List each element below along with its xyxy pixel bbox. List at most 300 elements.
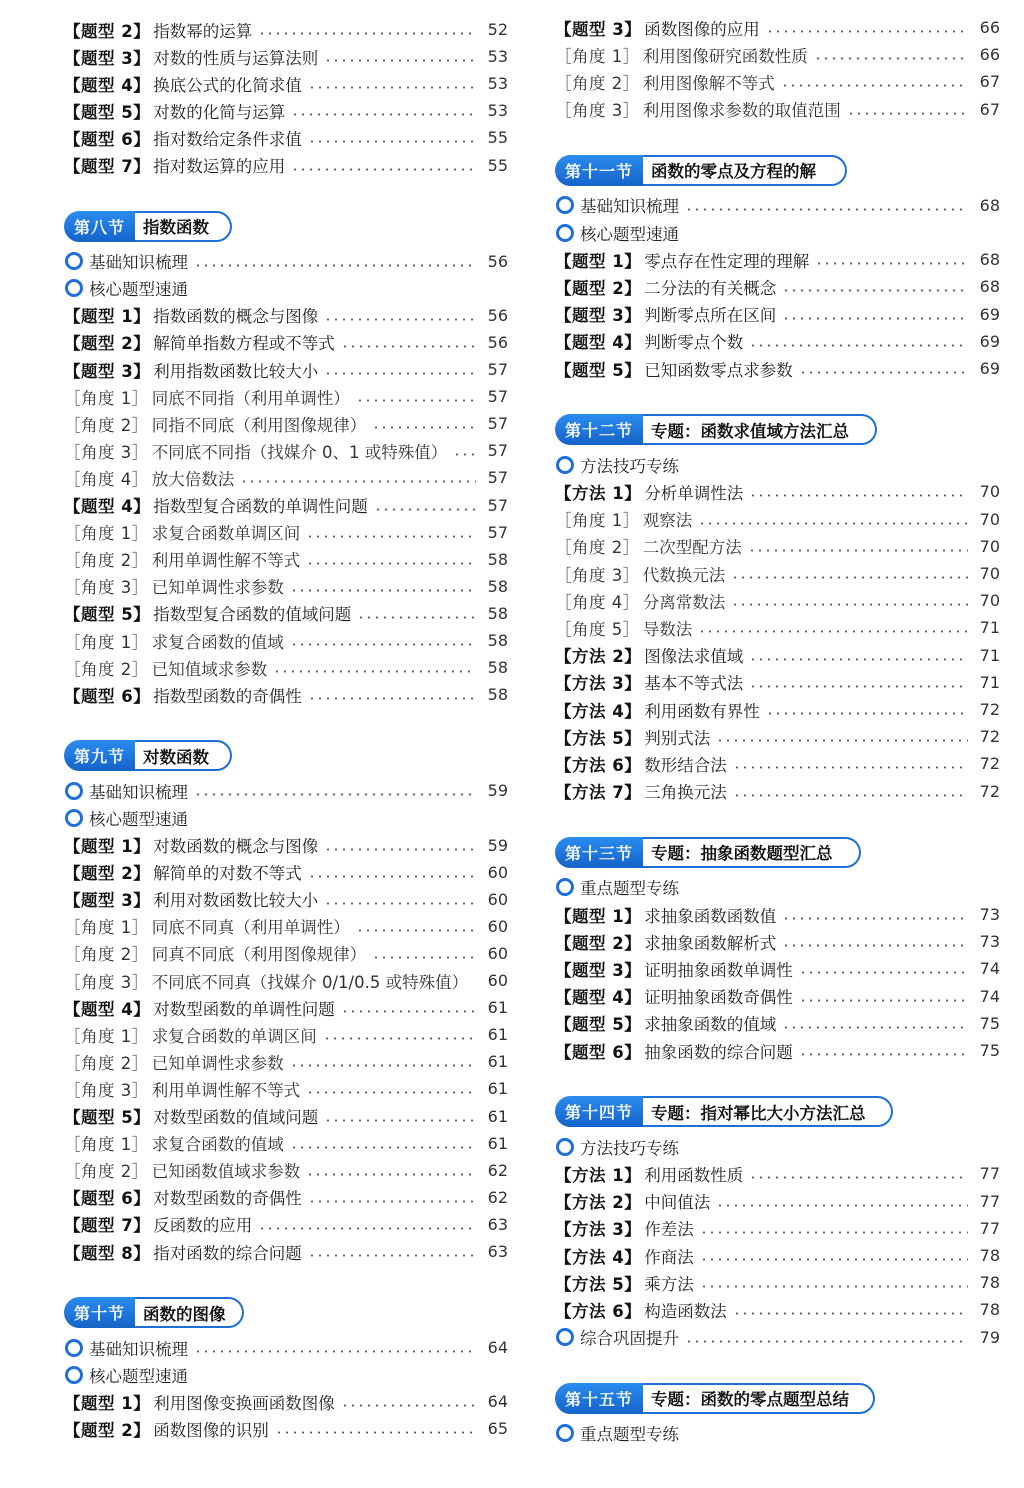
toc-entry[interactable]: [555, 696, 1000, 723]
toc-entry[interactable]: [64, 329, 508, 356]
entry-title: 函数图像的识别: [153, 1420, 269, 1440]
method-label: 【方法 4】: [555, 701, 642, 721]
toc-entry[interactable]: [555, 1188, 1000, 1215]
entry-title: 求抽象函数的值域: [644, 1015, 777, 1035]
toc-entry[interactable]: [64, 1238, 508, 1265]
entry-title: 核心题型速通: [89, 1366, 188, 1386]
type-label: 【题型 5】: [64, 102, 151, 122]
dot-leader: [374, 508, 476, 511]
page-number: 58: [487, 685, 508, 705]
angle-label: ［角度 1］: [64, 632, 149, 652]
toc-entry[interactable]: [555, 955, 1000, 982]
page-number: 78: [979, 1246, 1000, 1265]
toc-entry[interactable]: [64, 1184, 508, 1211]
entry-title: 分析单调性法: [644, 483, 744, 503]
section-header[interactable]: [555, 1383, 875, 1414]
entry-title: 指对函数的综合问题: [153, 1243, 302, 1263]
toc-entry[interactable]: [64, 519, 508, 546]
toc-entry[interactable]: [64, 492, 508, 519]
page-number: 60: [487, 889, 508, 909]
section-number-badge: 第十节: [64, 1297, 135, 1328]
entry-title: 解简单的对数不等式: [153, 864, 302, 884]
toc-entry[interactable]: [64, 248, 508, 275]
type-label: 【题型 5】: [64, 605, 151, 625]
entry-title: 综合巩固提升: [580, 1329, 679, 1349]
page-number: 70: [979, 591, 1000, 611]
dot-leader: [782, 944, 968, 947]
entry-title: 已知单调性求参数: [151, 1053, 284, 1073]
type-label: 【题型 2】: [555, 933, 642, 953]
page-number: 57: [487, 414, 508, 434]
section-header[interactable]: [555, 1096, 893, 1127]
toc-entry[interactable]: [555, 14, 1000, 41]
page-number: 57: [487, 522, 508, 542]
toc-entry[interactable]: [555, 874, 1000, 901]
entry-title: 指数幂的运算: [153, 21, 253, 41]
toc-entry[interactable]: [555, 273, 1000, 300]
page-number: 56: [487, 251, 508, 271]
entry-title: 解简单指数方程或不等式: [153, 334, 335, 354]
toc-entry[interactable]: [555, 219, 1000, 246]
toc-entry[interactable]: [64, 1388, 508, 1415]
section-number-badge: 第八节: [64, 211, 135, 242]
entry-title: 方法技巧专练: [580, 456, 679, 476]
entry-title: 求复合函数单调区间: [151, 524, 301, 544]
dot-leader: [799, 971, 968, 974]
toc-entry[interactable]: [64, 546, 508, 573]
toc-entry[interactable]: [555, 1420, 1000, 1447]
page-number: 72: [979, 781, 1000, 801]
method-label: 【方法 1】: [555, 483, 642, 503]
toc-entry[interactable]: [555, 451, 1000, 478]
entry-title: 利用单调性解不等式: [151, 551, 301, 571]
toc-entry[interactable]: [555, 1010, 1000, 1037]
dot-leader: [749, 685, 968, 688]
type-label: 【题型 3】: [555, 960, 642, 980]
page-number: 73: [979, 905, 1000, 924]
toc-entry[interactable]: [64, 1048, 508, 1075]
dot-leader: [290, 589, 476, 592]
dot-leader: [306, 1091, 476, 1094]
angle-label: ［角度 3］: [64, 578, 149, 598]
angle-label: ［角度 2］: [64, 659, 149, 679]
method-label: 【方法 3】: [555, 674, 642, 694]
page-number: 77: [979, 1164, 1000, 1184]
toc-entry[interactable]: [555, 1296, 1000, 1323]
ring-bullet-icon: [556, 224, 574, 242]
page-number: 60: [487, 862, 508, 882]
page-number: 71: [979, 645, 1000, 665]
toc-entry[interactable]: [64, 124, 508, 151]
toc-entry[interactable]: [64, 356, 508, 383]
entry-title: 核心题型速通: [89, 809, 188, 829]
page-number: 72: [979, 727, 1000, 747]
type-label: 【题型 1】: [64, 307, 151, 327]
entry-title: 图像法求值域: [644, 647, 744, 667]
dot-leader: [749, 658, 968, 661]
entry-title: 指对数给定条件求值: [153, 129, 302, 149]
toc-entry[interactable]: [64, 97, 508, 124]
toc-entry[interactable]: [555, 328, 1000, 355]
section-header[interactable]: [64, 211, 232, 242]
toc-entry[interactable]: [64, 16, 508, 43]
dot-leader: [733, 766, 968, 769]
entry-title: 分离常数法: [642, 592, 726, 612]
angle-label: ［角度 1］: [555, 46, 640, 66]
type-label: 【题型 4】: [64, 75, 151, 95]
toc-entry[interactable]: [64, 464, 508, 491]
entry-title: 对数的性质与运算法则: [153, 48, 319, 68]
dot-leader: [306, 562, 476, 565]
dot-leader: [781, 84, 968, 87]
section-header[interactable]: [555, 155, 847, 186]
entry-title: 同指不同底（利用图像规律）: [151, 415, 367, 435]
toc-entry[interactable]: [555, 1242, 1000, 1269]
toc-entry[interactable]: [64, 994, 508, 1021]
entry-title: 对数型函数的单调性问题: [153, 999, 335, 1019]
entry-title: 利用图像求参数的取值范围: [642, 101, 841, 121]
toc-entry[interactable]: [64, 777, 508, 804]
page-number: 70: [979, 509, 1000, 529]
section-number-badge: 第九节: [64, 740, 135, 771]
dot-leader: [291, 168, 476, 171]
toc-entry[interactable]: [64, 967, 508, 994]
entry-title: 利用函数有界性: [644, 701, 760, 721]
toc-entry[interactable]: [555, 928, 1000, 955]
type-label: 【题型 1】: [555, 251, 642, 271]
entry-title: 利用指数函数比较大小: [153, 361, 319, 381]
toc-entry[interactable]: [64, 302, 508, 329]
entry-title: 利用对数函数比较大小: [153, 891, 319, 911]
dot-leader: [273, 670, 476, 673]
type-label: 【题型 5】: [64, 1108, 151, 1127]
page-number: 68: [979, 195, 1000, 215]
entry-title: 作差法: [644, 1220, 694, 1240]
dot-leader: [372, 426, 476, 429]
dot-leader: [698, 630, 968, 633]
page-number: 69: [979, 331, 1000, 351]
angle-label: ［角度 1］: [555, 511, 640, 531]
method-label: 【方法 5】: [555, 1274, 642, 1294]
angle-label: ［角度 1］: [64, 918, 149, 938]
section-title: 专题：函数求值域方法汇总: [643, 414, 877, 445]
dot-leader: [733, 1312, 968, 1315]
section-title: 函数的图像: [135, 1297, 244, 1328]
entry-title: 抽象函数的综合问题: [644, 1042, 793, 1062]
entry-title: 反函数的应用: [153, 1216, 253, 1236]
page-number: 67: [979, 99, 1000, 119]
toc-entry[interactable]: [64, 600, 508, 627]
dot-leader: [324, 372, 476, 375]
toc-entry[interactable]: [555, 96, 1000, 123]
entry-title: 求复合函数的单调区间: [151, 1026, 317, 1046]
dot-leader: [290, 1064, 476, 1067]
toc-entry[interactable]: [64, 1211, 508, 1238]
entry-title: 利用图像研究函数性质: [642, 46, 808, 66]
toc-entry[interactable]: [64, 383, 508, 410]
dot-leader: [749, 1176, 968, 1179]
dot-leader: [324, 318, 476, 321]
page-number: 67: [979, 72, 1000, 92]
ring-bullet-icon: [65, 279, 83, 297]
toc-entry[interactable]: [555, 68, 1000, 95]
section-header[interactable]: [555, 414, 877, 445]
toc-entry[interactable]: [64, 573, 508, 600]
dot-leader: [847, 112, 968, 115]
page-number: 57: [487, 468, 508, 488]
entry-title: 证明抽象函数单调性: [644, 960, 793, 980]
type-label: 【题型 7】: [64, 157, 151, 176]
type-label: 【题型 6】: [555, 1042, 642, 1062]
toc-entry[interactable]: [555, 192, 1000, 219]
section-title: 专题：函数的零点题型总结: [643, 1383, 875, 1414]
ring-bullet-icon: [556, 456, 574, 474]
angle-label: ［角度 2］: [64, 1162, 149, 1182]
toc-entry[interactable]: [64, 1157, 508, 1184]
toc-entry[interactable]: [555, 778, 1000, 805]
toc-entry[interactable]: [555, 246, 1000, 273]
toc-entry[interactable]: [555, 1133, 1000, 1160]
toc-entry[interactable]: [64, 913, 508, 940]
toc-entry[interactable]: [64, 654, 508, 681]
page-number: 66: [979, 45, 1000, 65]
angle-label: ［角度 3］: [64, 1080, 149, 1100]
page-number: 63: [487, 1242, 508, 1261]
dot-leader: [308, 86, 476, 89]
toc-entry[interactable]: [555, 587, 1000, 614]
toc-entry[interactable]: [64, 1361, 508, 1388]
method-label: 【方法 2】: [555, 1193, 642, 1213]
entry-title: 同真不同底（利用图像规律）: [151, 945, 367, 965]
type-label: 【题型 5】: [555, 1015, 642, 1035]
dot-leader: [685, 208, 968, 211]
dot-leader: [308, 1254, 476, 1257]
toc-entry[interactable]: [64, 43, 508, 70]
section-title: 对数函数: [135, 740, 232, 771]
entry-title: 重点题型专练: [580, 1425, 679, 1445]
dot-leader: [748, 549, 968, 552]
toc-entry[interactable]: [64, 275, 508, 302]
ring-bullet-icon: [556, 1328, 574, 1346]
method-label: 【方法 4】: [555, 1247, 642, 1267]
page-number: 72: [979, 754, 1000, 774]
dot-leader: [306, 535, 476, 538]
toc-entry[interactable]: [555, 41, 1000, 68]
toc-entry[interactable]: [555, 560, 1000, 587]
page-number: 63: [487, 1214, 508, 1234]
toc-entry[interactable]: [555, 614, 1000, 641]
page-number: 59: [487, 835, 508, 855]
type-label: 【题型 7】: [64, 1216, 151, 1236]
toc-entry[interactable]: [64, 832, 508, 859]
toc-entry[interactable]: [555, 723, 1000, 750]
ring-bullet-icon: [65, 782, 83, 800]
page-number: 55: [487, 155, 508, 175]
dot-leader: [716, 739, 968, 742]
page-number: 61: [487, 1133, 508, 1153]
page-number: 66: [979, 18, 1000, 37]
toc-entry[interactable]: [64, 437, 508, 464]
entry-title: 重点题型专练: [580, 879, 679, 899]
dot-leader: [474, 983, 476, 986]
entry-title: 指数型函数的奇偶性: [153, 686, 302, 706]
toc-entry[interactable]: [555, 506, 1000, 533]
toc-entry[interactable]: [64, 1103, 508, 1130]
toc-entry[interactable]: [64, 70, 508, 97]
page-number: 56: [487, 332, 508, 352]
toc-entry[interactable]: [64, 627, 508, 654]
type-label: 【题型 2】: [555, 278, 642, 298]
entry-title: 证明抽象函数奇偶性: [644, 988, 793, 1008]
entry-title: 代数换元法: [642, 565, 726, 585]
entry-title: 三角换元法: [644, 783, 727, 803]
section-number-badge: 第十三节: [555, 837, 643, 868]
entry-title: 求复合函数的值域: [151, 1135, 284, 1155]
entry-title: 利用图像解不等式: [642, 73, 775, 93]
entry-title: 已知函数零点求参数: [644, 360, 793, 380]
type-label: 【题型 1】: [64, 837, 151, 856]
page-number: 70: [979, 536, 1000, 556]
dot-leader: [453, 453, 476, 456]
page-number: 69: [979, 359, 1000, 378]
toc-entry[interactable]: [555, 355, 1000, 382]
entry-title: 中间值法: [644, 1193, 711, 1213]
toc-entry[interactable]: [555, 1037, 1000, 1064]
dot-leader: [341, 345, 476, 348]
page-number: 57: [487, 495, 508, 515]
dot-leader: [290, 643, 476, 646]
page-number: 71: [979, 672, 1000, 692]
toc-entry[interactable]: [64, 152, 508, 179]
entry-title: 对数函数的概念与图像: [153, 837, 319, 856]
page-number: 61: [487, 1079, 508, 1099]
type-label: 【题型 4】: [64, 497, 151, 516]
dot-leader: [782, 317, 968, 320]
toc-entry[interactable]: [64, 1021, 508, 1048]
method-label: 【方法 3】: [555, 1220, 642, 1240]
dot-leader: [308, 697, 476, 700]
ring-bullet-icon: [65, 1366, 83, 1384]
page-number: 53: [487, 47, 508, 67]
entry-title: 基础知识梳理: [89, 1339, 188, 1359]
page-number: 71: [979, 618, 1000, 638]
page-number: 58: [487, 631, 508, 650]
dot-leader: [258, 1227, 476, 1230]
toc-entry[interactable]: [555, 1324, 1000, 1351]
angle-label: ［角度 3］: [555, 101, 640, 121]
section-title: 专题：指对幂比大小方法汇总: [643, 1096, 893, 1127]
ring-bullet-icon: [65, 1339, 83, 1357]
toc-entry[interactable]: [64, 1130, 508, 1157]
entry-title: 利用图像变换画函数图像: [153, 1393, 335, 1413]
entry-title: 对数的化简与运算: [153, 102, 286, 122]
page-number: 62: [487, 1160, 508, 1180]
page-number: 53: [487, 101, 508, 121]
page-number: 78: [979, 1273, 1000, 1293]
toc-entry[interactable]: [555, 750, 1000, 777]
toc-entry[interactable]: [555, 983, 1000, 1010]
entry-title: 已知单调性求参数: [151, 578, 284, 598]
dot-leader: [275, 1431, 476, 1434]
toc-entry[interactable]: [555, 1160, 1000, 1187]
toc-entry[interactable]: [64, 1415, 508, 1442]
dot-leader: [240, 480, 476, 483]
dot-leader: [700, 1231, 968, 1234]
section-number-badge: 第十二节: [555, 414, 643, 445]
dot-leader: [357, 616, 476, 619]
toc-entry[interactable]: [64, 804, 508, 831]
angle-label: ［角度 3］: [555, 565, 640, 585]
toc-entry[interactable]: [555, 901, 1000, 928]
angle-label: ［角度 3］: [64, 442, 149, 462]
type-label: 【题型 6】: [64, 686, 151, 706]
dot-leader: [716, 1204, 968, 1207]
ring-bullet-icon: [65, 252, 83, 270]
toc-entry[interactable]: [555, 669, 1000, 696]
toc-entry[interactable]: [555, 1269, 1000, 1296]
section-number-badge: 第十四节: [555, 1096, 643, 1127]
method-label: 【方法 6】: [555, 1301, 642, 1321]
dot-leader: [308, 1200, 476, 1203]
toc-entry[interactable]: [64, 1075, 508, 1102]
entry-title: 指对数运算的应用: [153, 157, 286, 176]
toc-entry[interactable]: [64, 681, 508, 708]
method-label: 【方法 5】: [555, 728, 642, 748]
dot-leader: [291, 113, 476, 116]
toc-entry[interactable]: [555, 533, 1000, 560]
page-number: 57: [487, 360, 508, 379]
entry-title: 求抽象函数函数值: [644, 906, 777, 926]
angle-label: ［角度 1］: [64, 1026, 149, 1046]
entry-title: 求抽象函数解析式: [644, 933, 777, 953]
entry-title: 已知值域求参数: [151, 659, 268, 679]
toc-entry[interactable]: [64, 1334, 508, 1361]
page-number: 55: [487, 128, 508, 148]
dot-leader: [194, 264, 476, 267]
section-header[interactable]: [64, 740, 232, 771]
dot-leader: [372, 956, 476, 959]
page-number: 75: [979, 1041, 1000, 1060]
page-number: 70: [979, 564, 1000, 583]
toc-entry[interactable]: [64, 859, 508, 886]
dot-leader: [814, 57, 968, 60]
dot-leader: [324, 902, 476, 905]
toc-entry[interactable]: [555, 1215, 1000, 1242]
section-header[interactable]: [64, 1297, 244, 1328]
type-label: 【题型 3】: [64, 48, 151, 68]
dot-leader: [324, 1119, 476, 1122]
toc-entry[interactable]: [64, 410, 508, 437]
dot-leader: [782, 1026, 968, 1029]
dot-leader: [194, 793, 476, 796]
toc-entry[interactable]: [64, 940, 508, 967]
page-number: 58: [487, 603, 508, 623]
dot-leader: [799, 999, 968, 1002]
dot-leader: [306, 1173, 476, 1176]
dot-leader: [731, 603, 968, 606]
toc-entry[interactable]: [64, 886, 508, 913]
dot-leader: [356, 399, 476, 402]
entry-title: 对数型函数的奇偶性: [153, 1189, 302, 1209]
dot-leader: [324, 59, 476, 62]
toc-entry[interactable]: [555, 642, 1000, 669]
entry-title: 指数函数的概念与图像: [153, 307, 319, 327]
toc-entry[interactable]: [555, 301, 1000, 328]
section-header[interactable]: [555, 837, 861, 868]
section-title: 函数的零点及方程的解: [643, 155, 847, 186]
page-number: 61: [487, 998, 508, 1018]
toc-entry[interactable]: [555, 478, 1000, 505]
